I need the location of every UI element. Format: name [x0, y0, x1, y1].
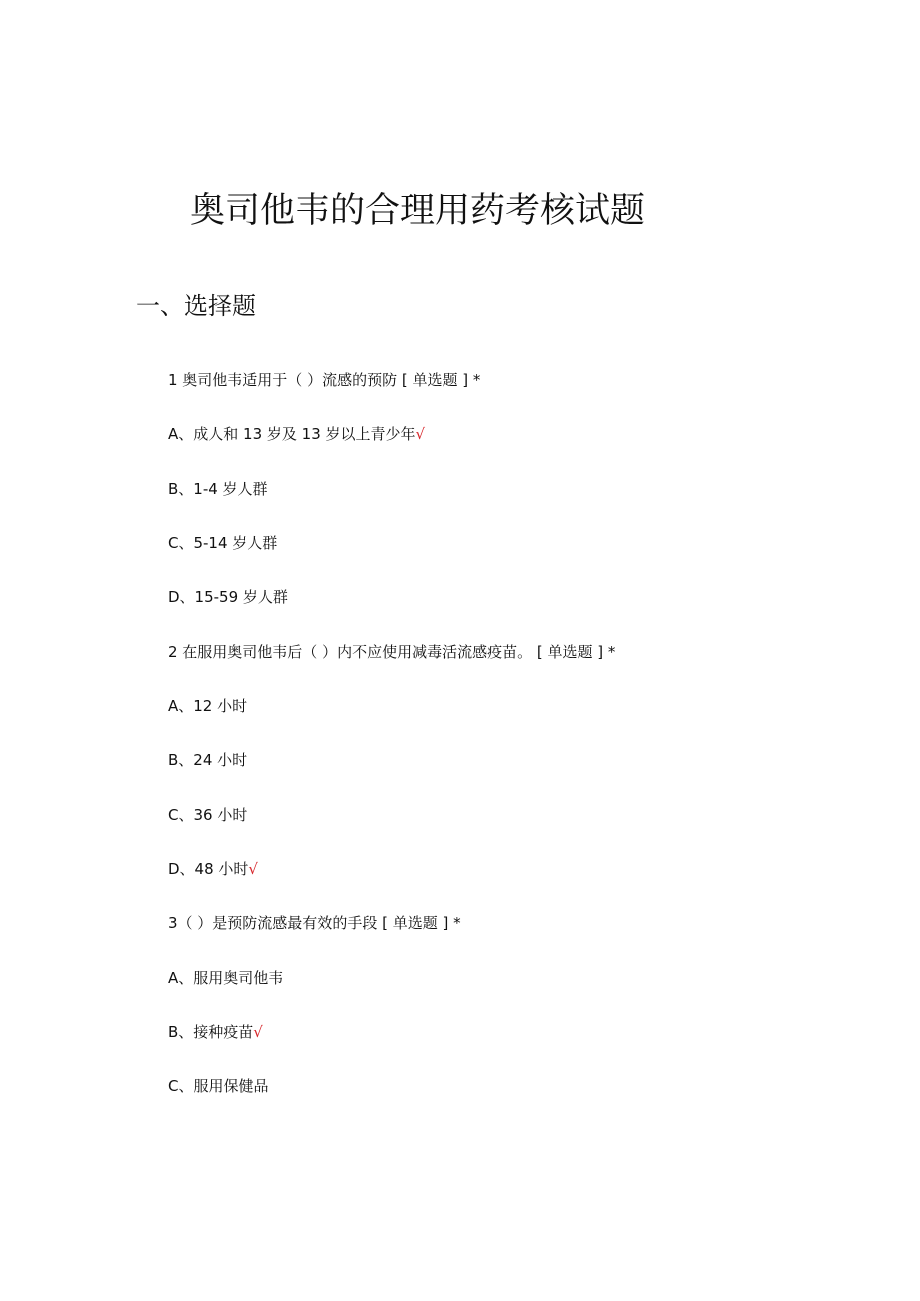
question-1-option-c: C、5-14 岁人群 — [168, 534, 278, 552]
section-heading: 一、选择题 — [136, 292, 256, 320]
question-1-option-d: D、15-59 岁人群 — [168, 588, 288, 606]
question-2-option-c: C、36 小时 — [168, 806, 248, 824]
question-1-option-b: B、1-4 岁人群 — [168, 480, 268, 498]
correct-answer-check-icon: √ — [415, 425, 426, 443]
question-1: 1 奥司他韦适用于（ ）流感的预防 [ 单选题 ] * — [168, 371, 481, 389]
correct-answer-check-icon: √ — [248, 860, 258, 878]
correct-answer-check-icon: √ — [253, 1023, 263, 1041]
question-3-option-c: C、服用保健品 — [168, 1077, 269, 1095]
question-2: 2 在服用奥司他韦后（ ）内不应使用减毒活流感疫苗。 [ 单选题 ] * — [168, 643, 616, 661]
question-1-option-a — [168, 422, 425, 446]
option-text: B、接种疫苗 — [168, 1023, 254, 1041]
option-text: D、48 小时 — [168, 860, 249, 878]
page-title: 奥司他韦的合理用药考核试题 — [190, 191, 646, 231]
question-3-option-a: A、服用奥司他韦 — [168, 969, 284, 987]
question-2-option-b: B、24 小时 — [168, 751, 248, 769]
question-2-option-d — [168, 857, 258, 881]
question-3: 3（ ）是预防流感最有效的手段 [ 单选题 ] * — [168, 914, 461, 932]
question-2-option-a: A、12 小时 — [168, 697, 248, 715]
question-3-option-b — [168, 1020, 263, 1044]
option-text: A、成人和 13 岁及 13 岁以上青少年 — [168, 425, 416, 443]
